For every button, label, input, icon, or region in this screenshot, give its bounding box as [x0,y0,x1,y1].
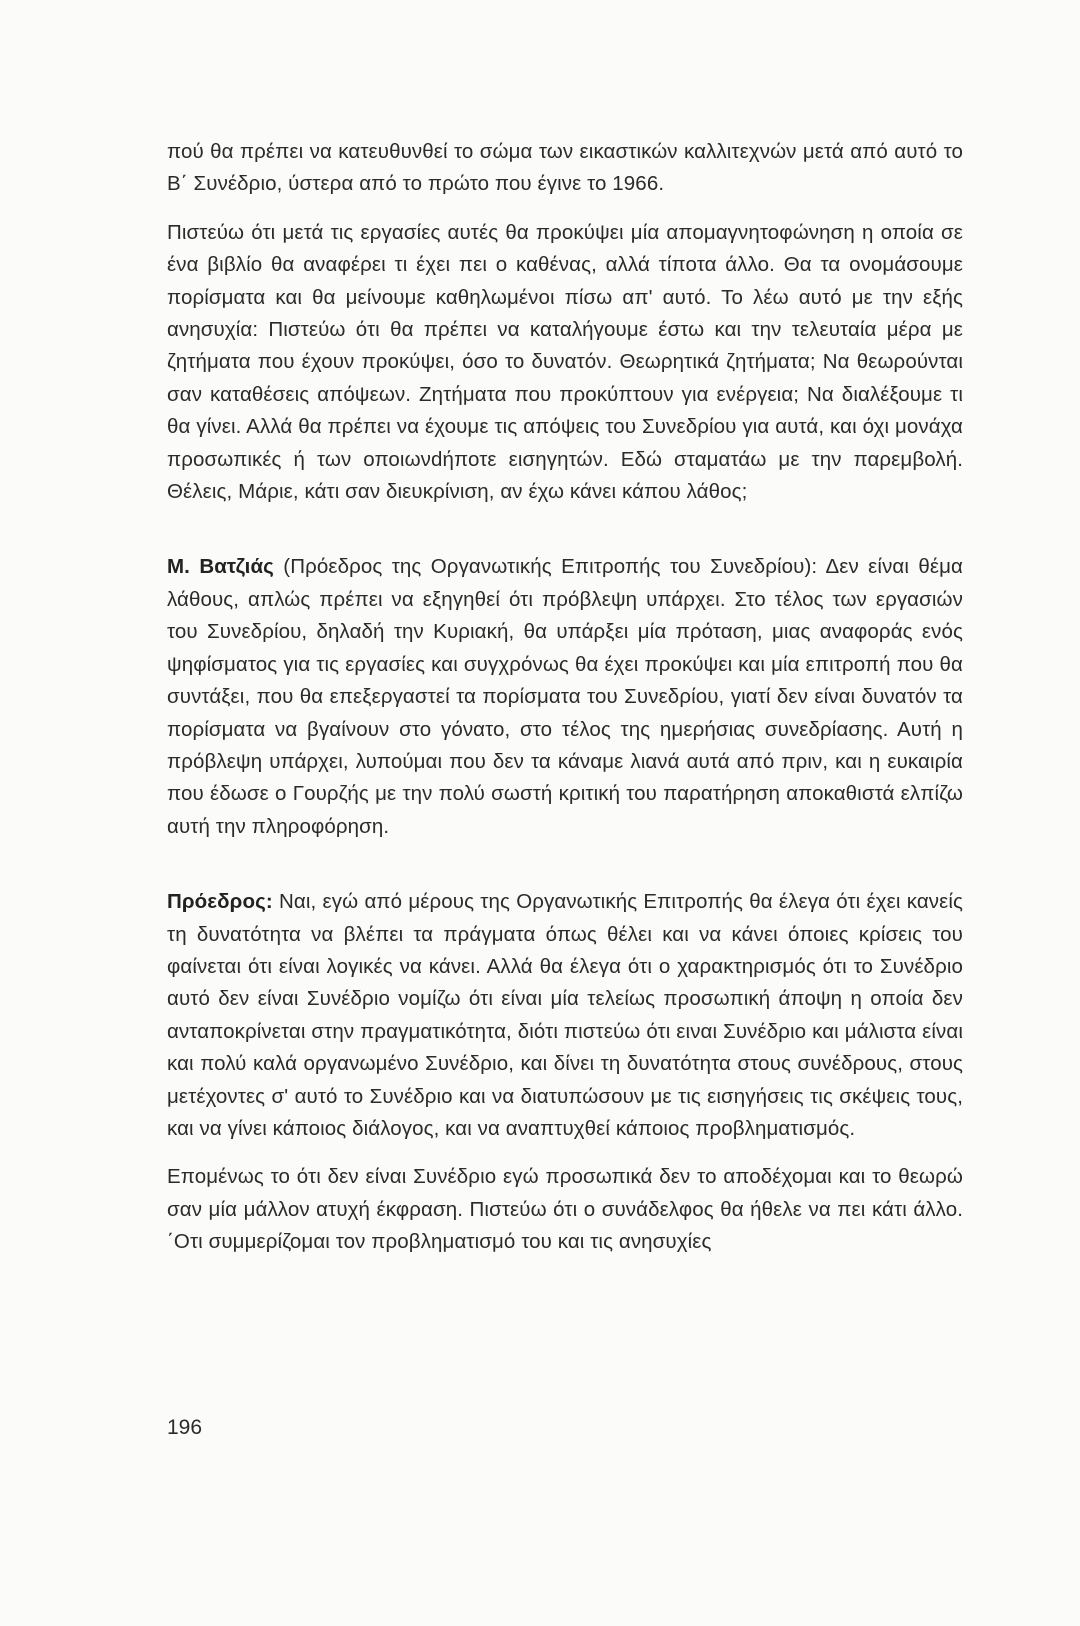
paragraph-text: πού θα πρέπει να κατευθυνθεί το σώμα των εικαστικών καλλιτεχνών μετά από αυτό το Β΄ Συνέδριο, ύστερα από το πρώτο που έγινε το 1966. [167,140,963,196]
paragraph-text: Δεν είναι θέμα λάθους, απλώς πρέπει να εξηγηθεί ότι πρόβλεψη υπάρχει. Στο τέλος των εργασιών του Συνεδρίου, δηλαδή την Κυριακή, θα υπάρξει μία πρόταση, μιας αναφοράς ενός ψηφίσματος για τις εργασίες και συγχρόνως θα έχει προκύψει και μία επιτροπή που θα συντάξει, που θα επεξεργαστεί τα πορίσματα του Συνεδρίου, γιατί δεν είναι δυνατόν τα πορίσματα να βγαίνουν στο γόνατο, στο τέλος της ημερήσιας συνεδρίασης. Αυτή η πρόβλεψη υπάρχει, λυπούμαι που δεν τα κάναμε λιανά αυτά από πριν, και η ευκαιρία που έδωσε ο Γουρζής με την πολύ σωστή κριτική του παρατήρηση αποκαθιστά ελπίζω αυτή την πληροφόρηση. [167,555,963,838]
speaker-name: Πρόεδρος: [167,890,273,914]
paragraph-chairman-continued [167,1161,963,1258]
speaker-role: (Πρόεδρος της Οργανωτικής Επιτροπής του Συνεδρίου): [273,555,826,579]
paragraph-text: Επομένως το ότι δεν είναι Συνέδριο εγώ προσωπικά δεν το αποδέχομαι και το θεωρώ σαν μία μάλλον ατυχή έκφραση. Πιστεύω ότι ο συνάδελφος θα ήθελε να πει κάτι άλλο. ΄Οτι συμμερίζομαι τον προβληματισμό του και τις ανησυχίες [167,1165,963,1254]
document-page-body [167,136,963,1259]
paragraph-text: Πιστεύω ότι μετά τις εργασίες αυτές θα προκύψει μία απομαγνητοφώνηση η οποία σε ένα βιβλίο θα αναφέρει τι έχει πει ο καθένας, αλλά τίποτα άλλο. Θα τα ονομάσουμε πορίσματα και θα μείνουμε καθηλωμένοι πίσω απ' αυτό. Το λέω αυτό με την εξής ανησυχία: Πιστεύω ότι θα πρέπει να καταλήγουμε έστω και την τελευταία μέρα με ζητήματα που έχουν προκύψει, όσο το δυνατόν. Θεωρητικά ζητήματα; Να θεωρούνται σαν καταθέσεις απόψεων. Ζητήματα που προκύπτουν για ενέργεια; Να διαλέξουμε τι θα γίνει. Αλλά θα πρέπει να έχουμε τις απόψεις του Συνεδρίου για αυτά, και όχι μονάχα προσωπικές ή των οποιωνdήποτε εισηγητών. Εδώ σταματάω με την παρεμβολή. Θέλεις, Μάριε, κάτι σαν διευκρίνιση, αν έχω κάνει κάπου λάθος; [167,220,963,504]
paragraph-chairman-reply [167,886,963,1145]
paragraph-continuation [167,136,963,201]
speaker-name: Μ. Βατζιάς [167,555,274,579]
paragraph-tapes-concern [167,217,963,509]
paragraph-text: Ναι, εγώ από μέρους της Οργανωτικής Επιτροπής θα έλεγα ότι έχει κανείς τη δυνατότητα να βλέπει τα πράγματα όπως θέλει και να κάνει όποιες κρίσεις του φαίνεται ότι είναι λογικές να κάνει. Αλλά θα έλεγα ότι ο χαρακτηρισμός ότι το Συνέδριο αυτό δεν είναι Συνέδριο νομίζω ότι είναι μία τελείως προσωπική άποψη η οποία δεν ανταποκρίνεται στην πραγματικότητα, διότι πιστεύω ότι ειναι Συνέδριο και μάλιστα είναι και πολύ καλά οργανωμένο Συνέδριο, και δίνει τη δυνατότητα στους συνέδρους, στους μετέχοντες σ' αυτό το Συνέδριο και να διατυπώσουν με τις εισηγήσεις τις σκέψεις τους, και να γίνει κάποιος διάλογος, και να αναπτυχθεί κάποιος προβληματισμός. [167,890,964,1140]
paragraph-vatzias-reply [167,551,963,843]
page-number: 196 [167,1416,203,1439]
